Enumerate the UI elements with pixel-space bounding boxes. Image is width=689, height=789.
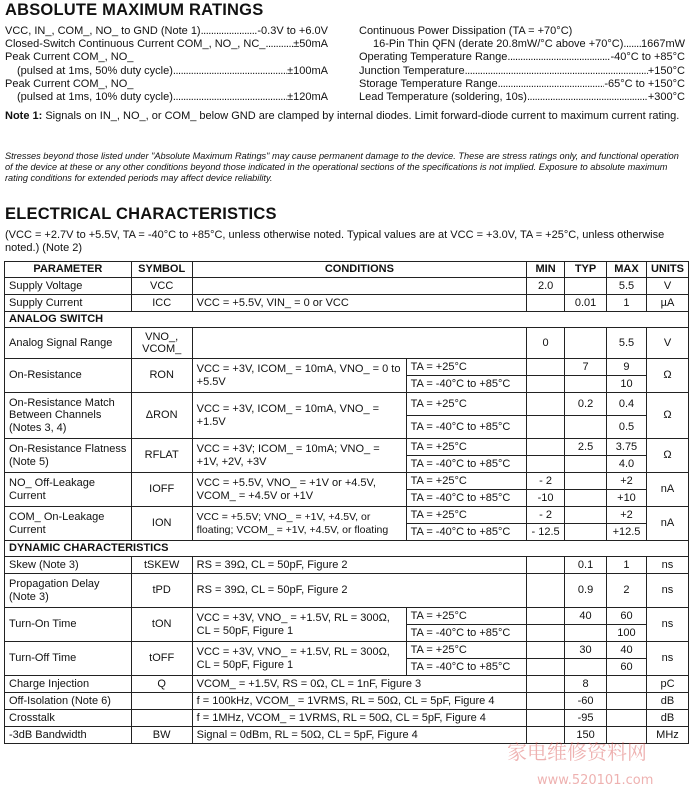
abs-row — [359, 51, 685, 64]
temp-cell: TA = -40°C to +85°C — [406, 490, 527, 507]
table-row — [5, 439, 689, 456]
abs-value: 1667mW — [640, 38, 685, 51]
abs-row — [359, 38, 685, 51]
unit-cell: nA — [646, 507, 688, 541]
symbol-cell: BW — [131, 727, 192, 744]
watermark-line-2: www.520101.com — [537, 773, 654, 788]
conditions-cell: VCC = +3V; ICOM_ = 10mA; VNO_ = +1V, +2V, +3V — [192, 439, 406, 473]
min-cell — [527, 295, 565, 312]
max-cell: +2 — [607, 473, 647, 490]
conditions-cell: RS = 39Ω, CL = 50pF, Figure 2 — [192, 574, 526, 608]
abs-left-list — [5, 25, 328, 104]
max-cell: 60 — [607, 659, 647, 676]
max-cell: 0.4 — [607, 393, 647, 416]
typ-cell: 0.01 — [565, 295, 607, 312]
conditions-cell: VCC = +5.5V, VNO_ = +1V or +4.5V, VCOM_ = +4.5V or +1V — [192, 473, 406, 507]
symbol-cell: RON — [131, 359, 192, 393]
table-row — [5, 359, 689, 376]
abs-row — [5, 91, 328, 104]
section-heading: DYNAMIC CHARACTERISTICS — [5, 541, 689, 557]
typ-cell: 7 — [565, 359, 607, 376]
max-cell: 40 — [607, 642, 647, 659]
conditions-cell: f = 1MHz, VCOM_ = 1VRMS, RL = 50Ω, CL = 5pF, Figure 4 — [192, 710, 526, 727]
temp-cell: TA = -40°C to +85°C — [406, 376, 527, 393]
typ-cell: -60 — [565, 693, 607, 710]
stress-disclaimer: Stresses beyond those listed under "Absolute Maximum Ratings" may cause permanent damage to the device. These are stress ratings only, and functional operation of the device at these or any other conditions beyond those indicated in the operational sections of the specifications is not implied. Exposure to absolute maximum rating conditions for extended periods may affect device reliability. — [5, 151, 679, 184]
abs-row — [5, 25, 328, 38]
abs-label: Peak Current COM_, NO_ — [5, 51, 134, 64]
abs-label: Operating Temperature Range — [359, 51, 508, 64]
abs-row — [359, 65, 685, 78]
unit-cell: ns — [646, 608, 688, 642]
max-cell: 5.5 — [607, 278, 647, 295]
symbol-cell: tON — [131, 608, 192, 642]
ec-conditions: (VCC = +2.7V to +5.5V, TA = -40°C to +85°C, unless otherwise noted. Typical values are at VCC = +3.0V, TA = +25°C, unless otherwise noted.) (Note 2) — [5, 229, 665, 254]
note-1 — [5, 110, 685, 123]
unit-cell: ns — [646, 574, 688, 608]
temp-cell: TA = +25°C — [406, 439, 527, 456]
watermark-line-1: 家电维修资料网 — [507, 740, 647, 764]
unit-cell: µA — [646, 295, 688, 312]
typ-cell: 0.2 — [565, 393, 607, 416]
temp-cell: TA = +25°C — [406, 642, 527, 659]
conditions-cell: Signal = 0dBm, RL = 50Ω, CL = 5pF, Figure 4 — [192, 727, 526, 744]
unit-cell: Ω — [646, 439, 688, 473]
table-row — [5, 557, 689, 574]
typ-cell: 150 — [565, 727, 607, 744]
table-row — [5, 608, 689, 625]
abs-row — [5, 78, 328, 91]
param-cell: Supply Voltage — [5, 278, 132, 295]
conditions-cell: VCC = +3V, ICOM_ = 10mA, VNO_ = +1.5V — [192, 393, 406, 439]
conditions-cell: RS = 39Ω, CL = 50pF, Figure 2 — [192, 557, 526, 574]
param-cell: Crosstalk — [5, 710, 132, 727]
abs-value: -40°C to +85°C — [610, 51, 685, 64]
section-heading: ANALOG SWITCH — [5, 312, 689, 328]
typ-cell: 30 — [565, 642, 607, 659]
table-row — [5, 507, 689, 524]
abs-label: Storage Temperature Range — [359, 77, 498, 90]
max-cell: 3.75 — [607, 439, 647, 456]
param-cell: Turn-On Time — [5, 608, 132, 642]
abs-value: ±120mA — [287, 91, 328, 104]
typ-cell: -95 — [565, 710, 607, 727]
max-cell: 60 — [607, 608, 647, 625]
abs-label: Continuous Power Dissipation (TA = +70°C) — [359, 25, 573, 37]
symbol-cell: tSKEW — [131, 557, 192, 574]
abs-label: 16-Pin Thin QFN (derate 20.8mW/°C above +70°C) — [373, 38, 624, 51]
abs-row — [5, 51, 328, 64]
typ-cell — [565, 328, 607, 359]
temp-cell: TA = +25°C — [406, 359, 527, 376]
table-row — [5, 642, 689, 659]
unit-cell: MHz — [646, 727, 688, 744]
symbol-cell: ION — [131, 507, 192, 541]
symbol-cell: ICC — [131, 295, 192, 312]
unit-cell: Ω — [646, 393, 688, 439]
max-cell: +12.5 — [607, 524, 647, 541]
col-header: PARAMETER — [5, 262, 132, 278]
param-cell: Charge Injection — [5, 676, 132, 693]
abs-label: (pulsed at 1ms, 10% duty cycle) — [17, 91, 173, 104]
unit-cell: ns — [646, 557, 688, 574]
table-row — [5, 295, 689, 312]
abs-value: +300°C — [647, 91, 685, 104]
param-cell: Off-Isolation (Note 6) — [5, 693, 132, 710]
symbol-cell: ΔRON — [131, 393, 192, 439]
col-header: MIN — [527, 262, 565, 278]
typ-cell: 2.5 — [565, 439, 607, 456]
abs-row — [5, 65, 328, 78]
max-cell: +2 — [607, 507, 647, 524]
min-cell: - 2 — [527, 473, 565, 490]
max-cell: 5.5 — [607, 328, 647, 359]
abs-label: Lead Temperature (soldering, 10s) — [359, 91, 527, 104]
conditions-cell — [192, 278, 526, 295]
table-row — [5, 727, 689, 744]
note-label: Note 1: — [5, 110, 43, 122]
col-header: MAX — [607, 262, 647, 278]
param-cell: Skew (Note 3) — [5, 557, 132, 574]
max-cell: 0.5 — [607, 416, 647, 439]
typ-cell — [565, 278, 607, 295]
col-header: UNITS — [646, 262, 688, 278]
table-row — [5, 328, 689, 359]
abs-value: +150°C — [647, 64, 685, 77]
unit-cell: nA — [646, 473, 688, 507]
col-header: SYMBOL — [131, 262, 192, 278]
abs-label: (pulsed at 1ms, 50% duty cycle) — [17, 64, 173, 77]
electrical-characteristics-table — [4, 261, 689, 744]
temp-cell: TA = -40°C to +85°C — [406, 625, 527, 642]
note-text: Signals on IN_, NO_, or COM_ below GND are clamped by internal diodes. Limit forward-diode current to maximum current rating. — [45, 110, 680, 122]
table-header-row — [5, 262, 689, 278]
symbol-cell: VNO_, VCOM_ — [131, 328, 192, 359]
unit-cell: V — [646, 278, 688, 295]
conditions-cell: VCC = +5.5V; VNO_ = +1V, +4.5V, or floating; VCOM_ = +1V, +4.5V, or floating — [192, 507, 406, 541]
max-cell: 1 — [607, 295, 647, 312]
unit-cell: dB — [646, 693, 688, 710]
watermark — [505, 737, 689, 789]
conditions-cell: VCOM_ = +1.5V, RS = 0Ω, CL = 1nF, Figure 3 — [192, 676, 526, 693]
col-header: CONDITIONS — [192, 262, 526, 278]
unit-cell: V — [646, 328, 688, 359]
abs-value: ±50mA — [293, 38, 328, 51]
table-row — [5, 710, 689, 727]
min-cell: 0 — [527, 328, 565, 359]
max-cell: 9 — [607, 359, 647, 376]
typ-cell: 0.1 — [565, 557, 607, 574]
max-cell: 10 — [607, 376, 647, 393]
temp-cell: TA = -40°C to +85°C — [406, 524, 527, 541]
symbol-cell: tOFF — [131, 642, 192, 676]
abs-row — [359, 25, 685, 38]
min-cell: 2.0 — [527, 278, 565, 295]
temp-cell: TA = +25°C — [406, 507, 527, 524]
temp-cell: TA = -40°C to +85°C — [406, 416, 527, 439]
min-cell: -10 — [527, 490, 565, 507]
typ-cell: 40 — [565, 608, 607, 625]
abs-row — [359, 91, 685, 104]
conditions-cell: VCC = +5.5V, VIN_ = 0 or VCC — [192, 295, 526, 312]
param-cell: Supply Current — [5, 295, 132, 312]
table-row — [5, 473, 689, 490]
param-cell: On-Resistance Flatness (Note 5) — [5, 439, 132, 473]
unit-cell: Ω — [646, 359, 688, 393]
max-cell: 1 — [607, 557, 647, 574]
param-cell: Propagation Delay (Note 3) — [5, 574, 132, 608]
conditions-cell: f = 100kHz, VCOM_ = 1VRMS, RL = 50Ω, CL = 5pF, Figure 4 — [192, 693, 526, 710]
symbol-cell: VCC — [131, 278, 192, 295]
param-cell: NO_ Off-Leakage Current — [5, 473, 132, 507]
temp-cell: TA = -40°C to +85°C — [406, 456, 527, 473]
param-cell: -3dB Bandwidth — [5, 727, 132, 744]
table-row — [5, 278, 689, 295]
conditions-cell: VCC = +3V, VNO_ = +1.5V, RL = 300Ω, CL = 50pF, Figure 1 — [192, 608, 406, 642]
abs-label: Closed-Switch Continuous Current COM_, NO_, NC_ — [5, 38, 266, 51]
table-row — [5, 676, 689, 693]
temp-cell: TA = +25°C — [406, 608, 527, 625]
symbol-cell — [131, 693, 192, 710]
abs-row — [359, 78, 685, 91]
symbol-cell: tPD — [131, 574, 192, 608]
max-cell: 2 — [607, 574, 647, 608]
table-row — [5, 574, 689, 608]
min-cell: - 2 — [527, 507, 565, 524]
symbol-cell: Q — [131, 676, 192, 693]
unit-cell: dB — [646, 710, 688, 727]
unit-cell: ns — [646, 642, 688, 676]
symbol-cell — [131, 710, 192, 727]
param-cell: Turn-Off Time — [5, 642, 132, 676]
abs-label: Junction Temperature — [359, 64, 465, 77]
min-cell: - 12.5 — [527, 524, 565, 541]
temp-cell: TA = +25°C — [406, 393, 527, 416]
temp-cell: TA = -40°C to +85°C — [406, 659, 527, 676]
param-cell: On-Resistance Match Between Channels (Notes 3, 4) — [5, 393, 132, 439]
param-cell: COM_ On-Leakage Current — [5, 507, 132, 541]
abs-value: ±100mA — [287, 64, 328, 77]
abs-row — [5, 38, 328, 51]
conditions-cell — [192, 328, 526, 359]
max-cell: 4.0 — [607, 456, 647, 473]
section-row — [5, 541, 689, 557]
symbol-cell: RFLAT — [131, 439, 192, 473]
col-header: TYP — [565, 262, 607, 278]
param-cell: Analog Signal Range — [5, 328, 132, 359]
temp-cell: TA = +25°C — [406, 473, 527, 490]
max-cell: 100 — [607, 625, 647, 642]
conditions-cell: VCC = +3V, ICOM_ = 10mA, VNO_ = 0 to +5.5V — [192, 359, 406, 393]
table-row — [5, 393, 689, 416]
abs-value: -65°C to +150°C — [604, 77, 685, 90]
unit-cell: pC — [646, 676, 688, 693]
abs-max-title: ABSOLUTE MAXIMUM RATINGS — [5, 1, 264, 19]
abs-label: VCC, IN_, COM_, NO_ to GND (Note 1) — [5, 25, 201, 37]
typ-cell: 0.9 — [565, 574, 607, 608]
max-cell: +10 — [607, 490, 647, 507]
abs-label: Peak Current COM_, NO_ — [5, 77, 134, 90]
ec-title: ELECTRICAL CHARACTERISTICS — [5, 205, 277, 223]
abs-right-list — [359, 25, 685, 104]
conditions-cell: VCC = +3V, VNO_ = +1.5V, RL = 300Ω, CL = 50pF, Figure 1 — [192, 642, 406, 676]
symbol-cell: IOFF — [131, 473, 192, 507]
typ-cell: 8 — [565, 676, 607, 693]
section-row — [5, 312, 689, 328]
table-row — [5, 693, 689, 710]
param-cell: On-Resistance — [5, 359, 132, 393]
abs-value: -0.3V to +6.0V — [257, 25, 328, 37]
